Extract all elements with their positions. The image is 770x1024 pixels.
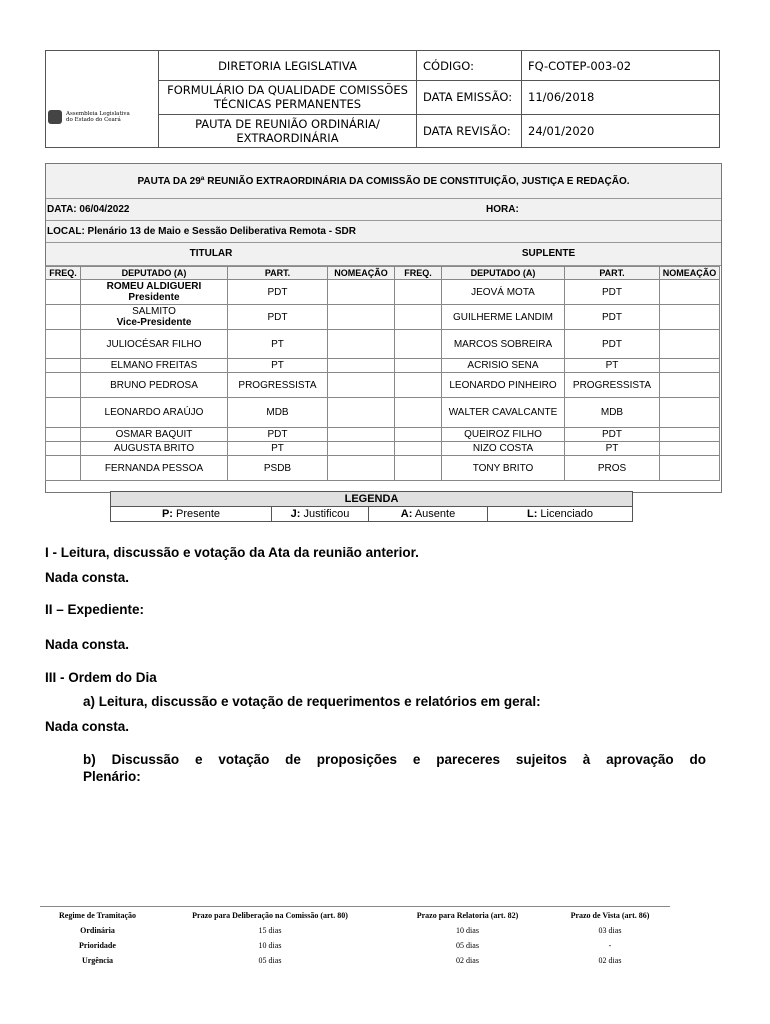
titular-party-text: PT — [271, 443, 284, 454]
suplente-party-text: PROGRESSISTA — [572, 379, 652, 391]
deadline-cell: - — [608, 941, 612, 950]
titular-name-text: LEONARDO ARAÚJO — [104, 407, 204, 418]
deadline-cell: 05 dias — [258, 956, 282, 965]
suplente-name-text: ACRISIO SENA — [467, 360, 539, 371]
deadline-cell: 10 dias — [456, 926, 479, 935]
section-3b-line-1: b) Discussão e votação de proposições e pareceres sujeitos à aprovação do — [83, 752, 706, 767]
suplente-party — [565, 280, 660, 305]
section-2-title: II – Expediente: — [45, 602, 145, 617]
titular-name — [81, 280, 228, 305]
titular-suplente-band — [46, 243, 721, 266]
logo-line-2: do Estado do Ceará — [66, 117, 121, 123]
deadline-row — [40, 938, 670, 953]
suplente-party-text: PROS — [597, 462, 627, 474]
suplente-name — [442, 280, 565, 305]
suplente-freq — [395, 442, 442, 456]
suplente-name — [442, 359, 565, 373]
local-band — [46, 221, 721, 243]
titular-party — [228, 398, 328, 428]
suplente-party-text: PDT — [602, 338, 622, 350]
legend-item-justificou: J: Justificou — [272, 507, 369, 522]
titular-nomeacao — [328, 456, 395, 481]
suplente-party-text: PT — [605, 360, 619, 371]
assembly-logo — [48, 108, 148, 126]
suplente-name — [442, 428, 565, 442]
suplente-freq — [395, 398, 442, 428]
titular-party-text: MDB — [266, 407, 289, 418]
titular-party — [228, 428, 328, 442]
suplente-freq — [395, 428, 442, 442]
diretoria-label: DIRETORIA LEGISLATIVA — [159, 51, 417, 81]
titular-name — [81, 442, 228, 456]
deadline-row — [40, 923, 670, 938]
meeting-date: DATA: 06/04/2022 — [47, 204, 130, 215]
titular-party — [228, 373, 328, 398]
participant-row — [46, 442, 720, 456]
col-freq: FREQ. — [46, 267, 81, 280]
col-nomeacao: NOMEAÇÃO — [328, 267, 395, 280]
titular-party — [228, 330, 328, 359]
deadline-cell: Urgência — [81, 956, 114, 965]
titular-name — [81, 456, 228, 481]
col-deputado: DEPUTADO (A) — [81, 267, 228, 280]
titular-name-text: ROMEU ALDIGUERI — [106, 281, 202, 292]
titular-name-text: JULIOCÉSAR FILHO — [106, 338, 202, 350]
titular-name-text: OSMAR BAQUIT — [115, 429, 193, 440]
section-3a-text: Nada consta. — [45, 719, 130, 734]
titular-nomeacao — [328, 442, 395, 456]
section-2-text: Nada consta. — [45, 637, 130, 652]
suplente-nomeacao — [660, 442, 720, 456]
deadline-cell: Prioridade — [79, 941, 116, 950]
legend-item-licenciado: L: Licenciado — [488, 507, 633, 522]
titular-party-text: PDT — [267, 429, 288, 440]
revisao-value: 24/01/2020 — [522, 114, 720, 147]
codigo-label: CÓDIGO: — [417, 51, 522, 81]
titular-freq — [46, 373, 81, 398]
suplente-party — [565, 398, 660, 428]
titular-nomeacao — [328, 373, 395, 398]
titular-freq — [46, 280, 81, 305]
titular-party-text: PSDB — [263, 462, 292, 474]
section-3-title: III - Ordem do Dia — [45, 670, 157, 685]
suplente-name — [442, 442, 565, 456]
deadline-cell: 02 dias — [598, 956, 622, 965]
meeting-location: LOCAL: Plenário 13 de Maio e Sessão Deliberativa Remota - SDR — [47, 226, 356, 237]
titular-party-text: PDT — [267, 311, 288, 323]
assembly-seal-icon — [48, 110, 62, 124]
participants-header-row — [46, 267, 720, 280]
titular-name-text: AUGUSTA BRITO — [113, 443, 195, 454]
suplente-freq — [395, 359, 442, 373]
legend-item-presente: P: Presente — [111, 507, 272, 522]
suplente-nomeacao — [660, 305, 720, 330]
suplente-name — [442, 456, 565, 481]
suplente-name — [442, 330, 565, 359]
suplente-name-text: QUEIROZ FILHO — [464, 429, 542, 440]
deadline-col-relatoria: Prazo para Relatoria (art. 82) — [416, 910, 519, 920]
logo-line-1: Assembleia Legislativa — [66, 111, 130, 117]
col-freq-suplente: FREQ. — [395, 267, 442, 280]
deadline-col-comissao: Prazo para Deliberação na Comissão (art. 80) — [192, 910, 348, 920]
suplente-party-text: PDT — [602, 311, 622, 323]
participant-row — [46, 398, 720, 428]
suplente-freq — [395, 305, 442, 330]
titular-name — [81, 305, 228, 330]
titular-party — [228, 442, 328, 456]
participants-table — [45, 266, 720, 481]
suplente-nomeacao — [660, 398, 720, 428]
suplente-party-text: PDT — [602, 286, 622, 298]
section-1-title: I - Leitura, discussão e votação da Ata da reunião anterior. — [45, 545, 419, 560]
pauta-tipo-label: PAUTA DE REUNIÃO ORDINÁRIA/ EXTRAORDINÁRIA — [159, 114, 417, 147]
suplente-nomeacao — [660, 373, 720, 398]
suplente-party — [565, 456, 660, 481]
deadline-col-regime: Regime de Tramitação — [58, 910, 136, 920]
suplente-party — [565, 373, 660, 398]
suplente-nomeacao — [660, 359, 720, 373]
titular-party — [228, 280, 328, 305]
legend-title: LEGENDA — [111, 492, 633, 507]
deadline-cell: 03 dias — [598, 926, 622, 935]
titular-freq — [46, 359, 81, 373]
suplente-name-text: WALTER CAVALCANTE — [448, 407, 558, 418]
col-nomeacao-suplente: NOMEAÇÃO — [660, 267, 720, 280]
titular-party-text: PROGRESSISTA — [238, 379, 317, 391]
deadline-col-vista: Prazo de Vista (art. 86) — [570, 910, 650, 920]
legend-item-ausente: A: Ausente — [369, 507, 488, 522]
deadline-row — [40, 953, 670, 968]
titular-name — [81, 330, 228, 359]
participant-row — [46, 428, 720, 442]
titular-party-text: PDT — [267, 286, 288, 298]
suplente-name — [442, 398, 565, 428]
suplente-party-text: MDB — [600, 407, 624, 418]
titular-freq — [46, 330, 81, 359]
suplente-nomeacao — [660, 330, 720, 359]
suplente-party-text: PT — [605, 443, 619, 454]
suplente-nomeacao — [660, 280, 720, 305]
suplente-name-text: GUILHERME LANDIM — [452, 311, 553, 323]
date-band — [46, 199, 721, 221]
deadline-cell: 05 dias — [456, 941, 479, 950]
section-3b-line-2: Plenário: — [83, 769, 141, 784]
codigo-value: FQ-COTEP-003-02 — [522, 51, 720, 81]
deadline-cell: 15 dias — [258, 926, 282, 935]
logo-cell — [46, 51, 159, 148]
participant-row — [46, 305, 720, 330]
suplente-name-text: LEONARDO PINHEIRO — [449, 379, 557, 391]
suplente-party — [565, 359, 660, 373]
emissao-label: DATA EMISSÃO: — [417, 81, 522, 114]
titular-name-text: FERNANDA PESSOA — [104, 462, 204, 474]
suplente-name-text: JEOVÁ MOTA — [471, 286, 535, 298]
suplente-name-text: MARCOS SOBREIRA — [453, 338, 553, 350]
titular-name — [81, 373, 228, 398]
meeting-title-band — [46, 164, 721, 199]
col-deputado-suplente: DEPUTADO (A) — [442, 267, 565, 280]
suplente-party — [565, 428, 660, 442]
deadlines-table — [40, 906, 670, 968]
titular-nomeacao — [328, 359, 395, 373]
titular-name-text: ELMANO FREITAS — [110, 360, 198, 371]
suplente-name-text: NIZO COSTA — [472, 443, 534, 454]
emissao-value: 11/06/2018 — [522, 81, 720, 114]
titular-freq — [46, 456, 81, 481]
col-part-suplente: PART. — [565, 267, 660, 280]
titular-party-text: PT — [271, 338, 284, 350]
revisao-label: DATA REVISÃO: — [417, 114, 522, 147]
suplente-party — [565, 330, 660, 359]
titular-party — [228, 305, 328, 330]
titular-party-text: PT — [271, 360, 284, 371]
suplente-nomeacao — [660, 456, 720, 481]
titular-heading: TITULAR — [189, 248, 233, 259]
suplente-name — [442, 305, 565, 330]
suplente-name-text: TONY BRITO — [472, 462, 534, 474]
section-3a-title: a) Leitura, discussão e votação de requerimentos e relatórios em geral: — [83, 694, 541, 709]
titular-freq — [46, 442, 81, 456]
suplente-freq — [395, 280, 442, 305]
formulario-label: FORMULÁRIO DA QUALIDADE COMISSÕES TÉCNICAS PERMANENTES — [159, 81, 417, 114]
col-part: PART. — [228, 267, 328, 280]
participant-row — [46, 456, 720, 481]
deadline-cell: 02 dias — [456, 956, 479, 965]
suplente-name — [442, 373, 565, 398]
titular-role: Vice-Presidente — [116, 317, 192, 328]
titular-name — [81, 428, 228, 442]
titular-name — [81, 359, 228, 373]
titular-nomeacao — [328, 428, 395, 442]
document-header — [45, 50, 720, 148]
suplente-freq — [395, 330, 442, 359]
titular-nomeacao — [328, 280, 395, 305]
titular-freq — [46, 305, 81, 330]
suplente-freq — [395, 456, 442, 481]
meeting-time: HORA: — [486, 204, 519, 215]
meeting-title: PAUTA DA 29ª REUNIÃO EXTRAORDINÁRIA DA COMISSÃO DE CONSTITUIÇÃO, JUSTIÇA E REDAÇÃO. — [137, 176, 630, 187]
titular-party — [228, 456, 328, 481]
titular-nomeacao — [328, 398, 395, 428]
titular-name-text: SALMITO — [132, 306, 176, 317]
participant-row — [46, 330, 720, 359]
titular-nomeacao — [328, 305, 395, 330]
titular-name-text: BRUNO PEDROSA — [110, 379, 198, 391]
titular-role: Presidente — [128, 292, 180, 303]
titular-name — [81, 398, 228, 428]
suplente-party — [565, 442, 660, 456]
suplente-party — [565, 305, 660, 330]
titular-party — [228, 359, 328, 373]
deadline-cell: 10 dias — [258, 941, 282, 950]
suplente-freq — [395, 373, 442, 398]
deadlines-header-row — [40, 907, 670, 924]
titular-freq — [46, 398, 81, 428]
suplente-heading: SUPLENTE — [521, 248, 576, 259]
suplente-nomeacao — [660, 428, 720, 442]
legend — [110, 491, 633, 522]
suplente-party-text: PDT — [602, 429, 622, 440]
titular-nomeacao — [328, 330, 395, 359]
participant-row — [46, 280, 720, 305]
participant-row — [46, 359, 720, 373]
deadline-cell: Ordinária — [80, 926, 115, 935]
section-1-text: Nada consta. — [45, 570, 130, 585]
titular-freq — [46, 428, 81, 442]
participant-row — [46, 373, 720, 398]
